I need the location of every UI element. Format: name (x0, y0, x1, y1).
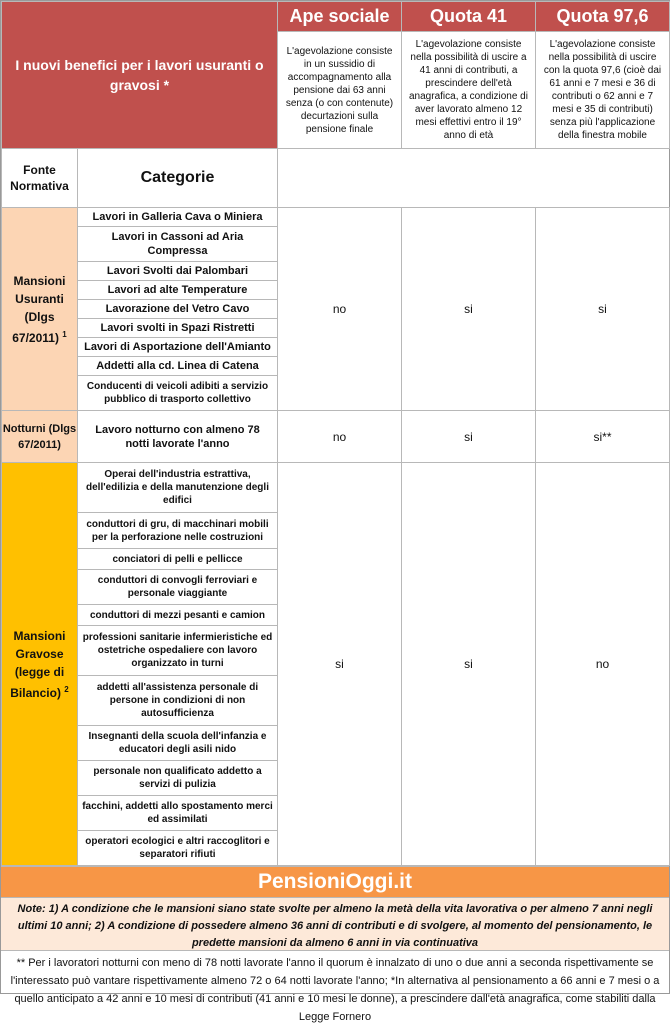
category-item: Lavoro notturno con almeno 78 notti lavorate l'anno (78, 411, 278, 463)
column-header-ape-sociale: Ape sociale (278, 2, 402, 32)
gravose-ape-sociale-value: si (278, 463, 402, 866)
description-ape-sociale: L'agevolazione consiste in un sussidio di accompagnamento alla pensione dai 63 anni senza (o con contenute) decurtazioni sulla pensione finale (278, 32, 402, 149)
section-label-gravose: Mansioni Gravose (legge di Bilancio) $^2$ (2, 463, 78, 866)
description-quota-41: L'agevolazione consiste nella possibilità di uscire a 41 anni di contributi, a prescindere dell'età anagrafica, a condizione di aver lavorato almeno 12 mesi effettivi entro il 19° anno di età (402, 32, 536, 149)
category-item: professioni sanitarie infermieristiche ed ostetriche ospedaliere con lavoro organizzato in turni (78, 626, 278, 676)
usuranti-quota-41-value: si (402, 208, 536, 411)
fonte-normativa-header: Fonte Normativa (2, 149, 78, 208)
categorie-header: Categorie (78, 149, 278, 208)
category-item: Operai dell'industria estrattiva, dell'edilizia e della manutenzione degli edifici (78, 463, 278, 513)
page-title: I nuovi benefici per i lavori usuranti o gravosi * (2, 2, 278, 149)
footnote-text: ** Per i lavoratori notturni con meno di 78 notti lavorate l'anno il quorum è innalzato di uno o due anni a seconda rispettivamente se l'interessato può vantare rispettivamente almeno 72 o 64 notti lavorate l'anno; *In alternativa al pensionamento a 66 anni e 7 mesi o a quello anticipato a 42 anni e 10 mesi di contributi (41 anni e 10 mesi le donne), a prescindere dall'età anagrafica, come stabiliti dalla Legge Fornero (1, 950, 669, 1029)
notturni-quota-41-value: si (402, 411, 536, 463)
gravose-quota-97-6-value: no (536, 463, 670, 866)
category-item: facchini, addetti allo spostamento merci ed assimilati (78, 796, 278, 831)
category-item: Lavori svolti in Spazi Ristretti (78, 319, 278, 338)
notturni-ape-sociale-value: no (278, 411, 402, 463)
category-item: conduttori di mezzi pesanti e camion (78, 605, 278, 626)
section-label-notturni: Notturni (Dlgs 67/2011) (2, 411, 78, 463)
usuranti-ape-sociale-value: no (278, 208, 402, 411)
category-item: conciatori di pelli e pellicce (78, 549, 278, 570)
category-item: personale non qualificato addetto a servizi di pulizia (78, 761, 278, 796)
category-item: operatori ecologici e altri raccoglitori e separatori rifiuti (78, 831, 278, 866)
category-item: Conducenti di veicoli adibiti a servizio pubblico di trasporto collettivo (78, 376, 278, 411)
description-quota-97-6: L'agevolazione consiste nella possibilità di uscire con la quota 97,6 (cioè dai 61 anni e 7 mesi e 36 di contributi o 62 anni e 7 mesi e 35 di contributi) senza più l'applicazione della finestra mobile (536, 32, 670, 149)
column-header-quota-41: Quota 41 (402, 2, 536, 32)
notturni-quota-97-6-value: si** (536, 411, 670, 463)
category-item: conduttori di convogli ferroviari e personale viaggiante (78, 570, 278, 605)
category-item: conduttori di gru, di macchinari mobili per la perforazione nelle costruzioni (78, 513, 278, 549)
category-item: Lavori ad alte Temperature (78, 281, 278, 300)
category-item: Lavori di Asportazione dell'Amianto (78, 338, 278, 357)
category-item: Lavori Svolti dai Palombari (78, 262, 278, 281)
category-item: Lavori in Galleria Cava o Miniera (78, 208, 278, 227)
column-header-quota-97-6: Quota 97,6 (536, 2, 670, 32)
notes-text: Note: 1) A condizione che le mansioni siano state svolte per almeno la metà della vita lavorativa o per almeno 7 anni negli ultimi 10 anni; 2) A condizione di possedere almeno 36 anni di contributi e di svolgere, al momento del pensionamento, le predette mansioni da almeno 6 anni in via continuativa (1, 897, 669, 950)
section-label-usuranti: Mansioni Usuranti (Dlgs 67/2011) $^1$ (2, 208, 78, 411)
category-item: Lavori in Cassoni ad Aria Compressa (78, 227, 278, 262)
category-item: Insegnanti della scuola dell'infanzia e educatori degli asili nido (78, 726, 278, 761)
category-item: addetti all'assistenza personale di persone in condizioni di non autosufficienza (78, 676, 278, 726)
gravose-quota-41-value: si (402, 463, 536, 866)
benefits-table (1, 1, 670, 866)
usuranti-quota-97-6-value: si (536, 208, 670, 411)
brand-banner: PensioniOggi.it (1, 866, 669, 897)
category-item: Lavorazione del Vetro Cavo (78, 300, 278, 319)
category-item: Addetti alla cd. Linea di Catena (78, 357, 278, 376)
